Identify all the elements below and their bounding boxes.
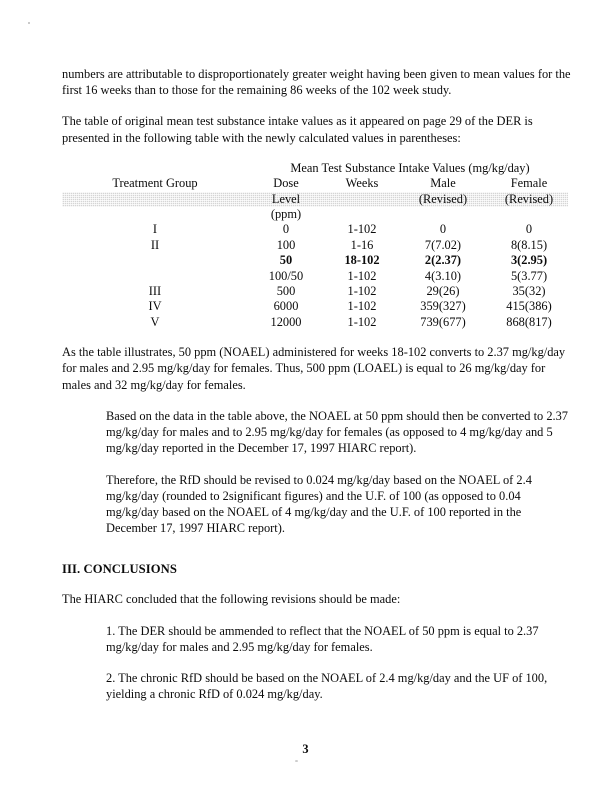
cell-treatment-group bbox=[62, 253, 248, 268]
cell-dose-level: 100 bbox=[276, 237, 296, 252]
table-span-header: Mean Test Substance Intake Values (mg/kg/day) bbox=[290, 160, 530, 175]
indented-paragraph-2: Therefore, the RfD should be revised to 0.024 mg/kg/day based on the NOAEL of 2.4 mg/kg/day (rounded to 2significant figures) and the U.F. of 100 (as opposed to 0.04 mg/kg/day based on the NOAEL of 4 mg/kg/day and the U.F. of 100 reported in the December 17, 1997 HIARC report). bbox=[106, 472, 532, 536]
conclusions-heading: III. CONCLUSIONS bbox=[62, 562, 177, 577]
cell-female-revised: 868(817) bbox=[506, 314, 552, 329]
cell-female-revised: 35(32) bbox=[512, 284, 546, 299]
cell-weeks: 1-102 bbox=[347, 284, 377, 299]
cell-dose-level: 500 bbox=[276, 284, 296, 299]
header-female-line2: (Revised) bbox=[504, 191, 554, 206]
table-lead-paragraph: The table of original mean test substance intake values as it appeared on page 29 of the DER is presented in the following table with the newly calculated values in parentheses: bbox=[62, 114, 533, 145]
after-table-paragraph: As the table illustrates, 50 ppm (NOAEL) administered for weeks 18-102 converts to 2.37 mg/kg/day for males and 2.95 mg/kg/day for females. Thus, 500 ppm (LOAEL) is equal to 26 mg/kg/day for males and 32 mg/kg/day for females. bbox=[62, 345, 566, 392]
cell-dose-level: 6000 bbox=[273, 299, 299, 314]
cell-weeks: 1-102 bbox=[347, 314, 377, 329]
document-content bbox=[62, 66, 572, 717]
cell-male-revised: 739(677) bbox=[420, 314, 466, 329]
conclusions-lead: The HIARC concluded that the following revisions should be made: bbox=[62, 592, 401, 607]
table-row bbox=[62, 299, 572, 314]
header-weeks bbox=[324, 176, 400, 222]
cell-female-revised: 0 bbox=[525, 222, 533, 237]
table-row bbox=[62, 222, 572, 237]
header-dose-level bbox=[248, 176, 324, 222]
cell-treatment-group: I bbox=[152, 222, 158, 237]
cell-treatment-group: V bbox=[150, 314, 160, 329]
cell-treatment-group: IV bbox=[148, 299, 162, 314]
table-span-header-row bbox=[62, 161, 572, 176]
cell-male-revised: 2(2.37) bbox=[424, 253, 462, 268]
page-number: 3 bbox=[302, 742, 309, 756]
intro-paragraph: numbers are attributable to disproportionately greater weight having been given to mean values for the first 16 weeks than to those for the remaining 86 weeks of the 102 week study. bbox=[62, 67, 571, 98]
header-male-revised bbox=[400, 176, 486, 222]
cell-female-revised: 415(386) bbox=[506, 299, 552, 314]
header-male-line2: (Revised) bbox=[418, 191, 468, 206]
cell-weeks: 1-102 bbox=[347, 222, 377, 237]
table-body bbox=[62, 222, 572, 330]
cell-weeks: 1-16 bbox=[350, 237, 374, 252]
table-row bbox=[62, 315, 572, 330]
cell-female-revised: 8(8.15) bbox=[510, 237, 548, 252]
table-row bbox=[62, 284, 572, 299]
cell-weeks: 1-102 bbox=[347, 268, 377, 283]
cell-male-revised: 359(327) bbox=[420, 299, 466, 314]
cell-male-revised: 29(26) bbox=[426, 284, 460, 299]
cell-treatment-group bbox=[62, 269, 248, 284]
scan-speck-icon bbox=[28, 22, 30, 24]
cell-female-revised: 3(2.95) bbox=[510, 253, 548, 268]
cell-treatment-group: III bbox=[148, 284, 162, 299]
header-dose-line1: Dose bbox=[273, 176, 299, 191]
cell-treatment-group: II bbox=[150, 237, 160, 252]
header-female-revised bbox=[486, 176, 572, 222]
cell-female-revised: 5(3.77) bbox=[510, 268, 548, 283]
table-row bbox=[62, 269, 572, 284]
table-row bbox=[62, 238, 572, 253]
cell-weeks: 18-102 bbox=[344, 253, 380, 268]
header-dose-line2: Level bbox=[271, 191, 301, 206]
conclusion-item-1: 1. The DER should be ammended to reflect that the NOAEL of 50 ppm is equal to 2.37 mg/kg/day for males and 2.95 mg/kg/day for females. bbox=[106, 623, 539, 654]
cell-dose-level: 12000 bbox=[270, 314, 302, 329]
cell-dose-level: 0 bbox=[282, 222, 290, 237]
header-dose-line3: (ppm) bbox=[270, 207, 302, 222]
indented-paragraph-1: Based on the data in the table above, the NOAEL at 50 ppm should then be converted to 2.37 mg/kg/day for males and to 2.95 mg/kg/day for females (as opposed to 4 mg/kg/day and 5 mg/kg/day reported in the December 17, 1997 HIARC report). bbox=[106, 408, 569, 456]
cell-male-revised: 4(3.10) bbox=[424, 268, 462, 283]
cell-weeks: 1-102 bbox=[347, 299, 377, 314]
cell-dose-level: 100/50 bbox=[268, 268, 304, 283]
table-row bbox=[62, 253, 572, 268]
table-header bbox=[62, 161, 572, 223]
cell-male-revised: 0 bbox=[439, 222, 447, 237]
header-treatment-group: Treatment Group bbox=[112, 176, 198, 191]
cell-dose-level: 50 bbox=[279, 253, 293, 268]
header-weeks-line1: Weeks bbox=[345, 176, 379, 191]
header-male-line1: Male bbox=[430, 176, 456, 191]
intake-table-container bbox=[62, 161, 572, 330]
cell-male-revised: 7(7.02) bbox=[424, 237, 462, 252]
scan-speck-bottom-icon bbox=[295, 760, 298, 762]
header-female-line1: Female bbox=[510, 176, 548, 191]
conclusion-item-2: 2. The chronic RfD should be based on the NOAEL of 2.4 mg/kg/day and the UF of 100, yielding a chronic RfD of 0.024 mg/kg/day. bbox=[106, 670, 548, 702]
span-header-spacer bbox=[62, 161, 248, 176]
table-column-header-row bbox=[62, 176, 572, 222]
mean-test-substance-intake-table bbox=[62, 161, 572, 330]
